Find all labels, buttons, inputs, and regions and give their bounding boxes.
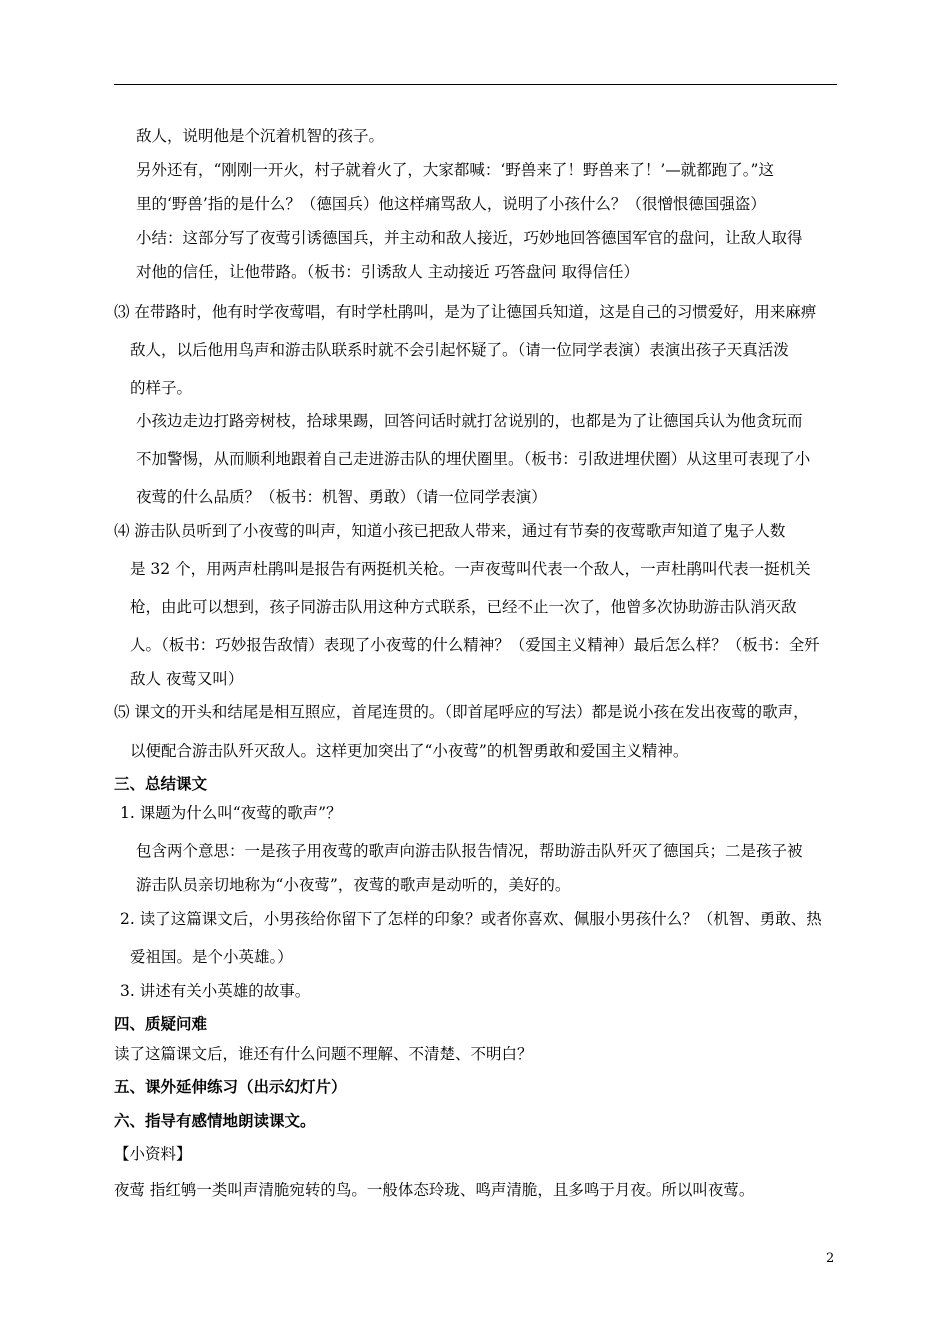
text-line: 夜莺 指红鸲一类叫声清脆宛转的鸟。一般体态玲珑、鸣声清脆，且多鸣于月夜。所以叫夜莺。 bbox=[114, 1181, 755, 1199]
section-heading: 三、总结课文 bbox=[114, 775, 208, 793]
section-heading: 五、课外延伸练习（出示幻灯片） bbox=[114, 1078, 347, 1096]
text-line: 游击队员亲切地称为“小夜莺”，夜莺的歌声是动听的，美好的。 bbox=[136, 876, 571, 894]
text-line: 敌人 夜莺又叫） bbox=[130, 670, 244, 688]
section-heading: 四、质疑问难 bbox=[114, 1015, 208, 1033]
header-rule bbox=[114, 84, 837, 85]
text-line: ⑸ 课文的开头和结尾是相互照应，首尾连贯的。（即首尾呼应的写法）都是说小孩在发出夜莺的歌声， bbox=[114, 703, 809, 721]
text-line: 人。（板书：巧妙报告敌情）表现了小夜莺的什么精神？（爱国主义精神）最后怎么样？（板书：全歼 bbox=[130, 636, 820, 654]
text-line: 是 32 个，用两声杜鹃叫是报告有两挺机关枪。一声夜莺叫代表一个敌人，一声杜鹃叫代表一挺机关 bbox=[130, 560, 811, 578]
text-line: 夜莺的什么品质？（板书：机智、勇敢）（请一位同学表演） bbox=[136, 488, 547, 506]
page-number: 2 bbox=[826, 1251, 835, 1266]
section-heading: 六、指导有感情地朗读课文。 bbox=[114, 1112, 316, 1130]
text-line: 2. 读了这篇课文后，小男孩给你留下了怎样的印象？或者你喜欢、佩服小男孩什么？（机智、勇敢、热 bbox=[120, 910, 822, 928]
text-line: 敌人，说明他是个沉着机智的孩子。 bbox=[136, 127, 385, 145]
text-line: ⑷ 游击队员听到了小夜莺的叫声，知道小孩已把敌人带来，通过有节奏的夜莺歌声知道了鬼子人数 bbox=[114, 522, 786, 540]
text-line: 小孩边走边打路旁树枝，拾球果踢，回答问话时就打岔说别的，也都是为了让德国兵认为他贪玩而 bbox=[136, 412, 803, 430]
text-line: 爱祖国。是个小英雄。） bbox=[130, 948, 293, 966]
text-line: 另外还有，“刚刚一开火，村子就着火了，大家都喊：‘野兽来了！野兽来了！’—就都跑了。”这 bbox=[136, 161, 774, 179]
text-line: 读了这篇课文后，谁还有什么问题不理解、不清楚、不明白？ bbox=[114, 1045, 533, 1063]
text-line: 3. 讲述有关小英雄的故事。 bbox=[120, 982, 311, 1000]
text-line: 敌人，以后他用鸟声和游击队联系时就不会引起怀疑了。（请一位同学表演）表演出孩子天真活泼 bbox=[130, 341, 789, 359]
text-line: ⑶ 在带路时，他有时学夜莺唱，有时学杜鹃叫，是为了让德国兵知道，这是自己的习惯爱好，用来麻痹 bbox=[114, 303, 817, 321]
text-line: 对他的信任，让他带路。（板书：引诱敌人 主动接近 巧答盘问 取得信任） bbox=[136, 263, 640, 281]
text-line: 1. 课题为什么叫“夜莺的歌声”？ bbox=[120, 804, 342, 822]
text-line: 以便配合游击队歼灭敌人。这样更加突出了“小夜莺”的机智勇敢和爱国主义精神。 bbox=[130, 742, 689, 760]
text-line: 里的‘野兽’指的是什么？（德国兵）他这样痛骂敌人，说明了小孩什么？（很憎恨德国强盗） bbox=[136, 195, 766, 213]
text-line: 小结：这部分写了夜莺引诱德国兵，并主动和敌人接近，巧妙地回答德国军官的盘问，让敌人取得 bbox=[136, 229, 803, 247]
text-line: 的样子。 bbox=[130, 379, 193, 397]
text-line: 枪，由此可以想到，孩子同游击队用这种方式联系，已经不止一次了，他曾多次协助游击队消灭敌 bbox=[130, 598, 797, 616]
text-line: 不加警惕，从而顺利地跟着自己走进游击队的埋伏圈里。（板书：引敌进埋伏圈）从这里可表现了小 bbox=[136, 450, 811, 468]
text-line: 【小资料】 bbox=[114, 1145, 192, 1163]
text-line: 包含两个意思：一是孩子用夜莺的歌声向游击队报告情况，帮助游击队歼灭了德国兵；二是孩子被 bbox=[136, 842, 803, 860]
